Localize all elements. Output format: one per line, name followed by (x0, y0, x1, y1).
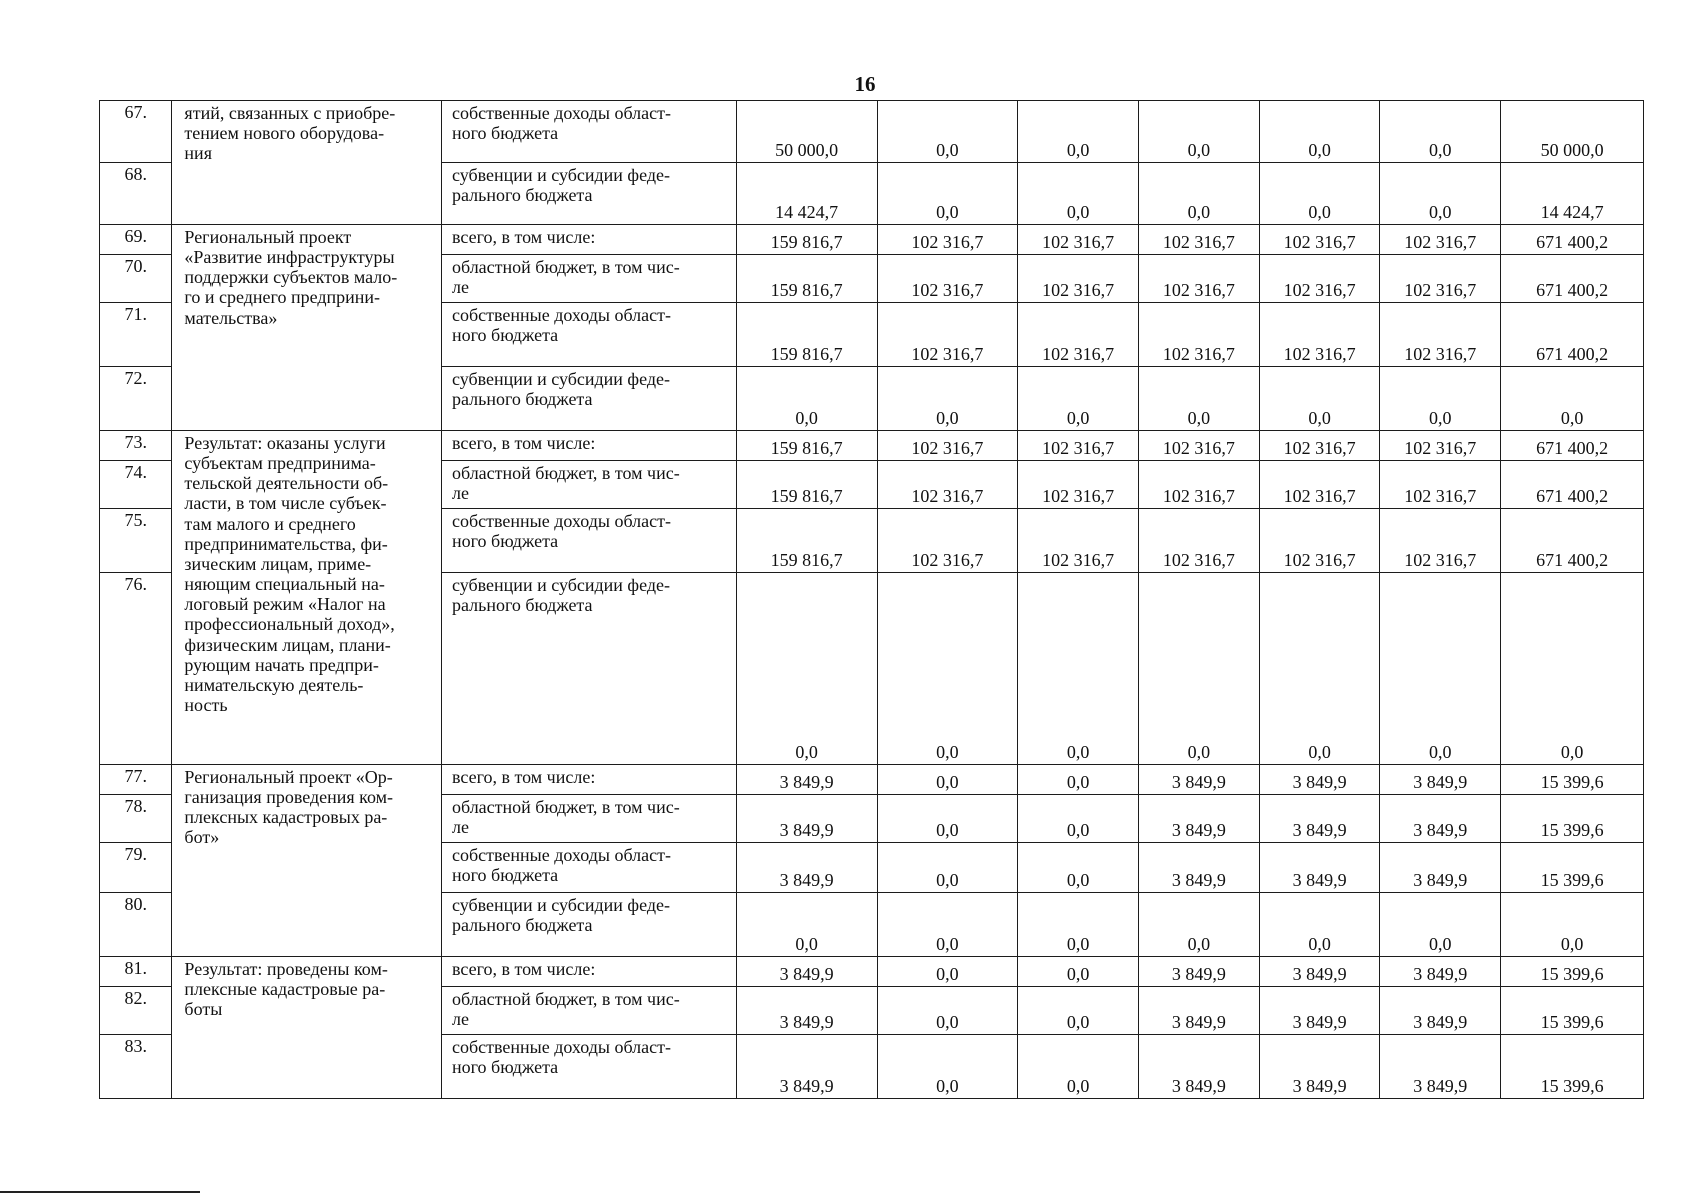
year-value-cell: 0,0 (1380, 163, 1501, 225)
year-value-cell: 0,0 (877, 367, 1018, 431)
year-value-cell: 0,0 (877, 957, 1018, 987)
year-value-cell: 0,0 (877, 893, 1018, 957)
year-value-cell: 3 849,9 (1259, 957, 1380, 987)
year-value-cell: 14 424,7 (736, 163, 877, 225)
total-value-cell: 50 000,0 (1501, 101, 1644, 163)
year-value-cell: 3 849,9 (1139, 765, 1260, 795)
year-value-cell: 102 316,7 (1380, 509, 1501, 573)
item-name-cell: ятий, связанных с приобре- тением нового оборудова- ния (172, 101, 442, 225)
funding-source-cell: субвенции и субсидии феде- рального бюджета (441, 573, 736, 765)
total-value-cell: 15 399,6 (1501, 1035, 1644, 1099)
year-value-cell: 3 849,9 (736, 1035, 877, 1099)
total-value-cell: 671 400,2 (1501, 461, 1644, 509)
row-number: 83. (100, 1035, 172, 1099)
year-value-cell: 102 316,7 (1259, 431, 1380, 461)
total-value-cell: 0,0 (1501, 573, 1644, 765)
year-value-cell: 3 849,9 (1139, 957, 1260, 987)
total-value-cell: 15 399,6 (1501, 843, 1644, 893)
year-value-cell: 102 316,7 (1018, 255, 1139, 303)
year-value-cell: 0,0 (1380, 573, 1501, 765)
year-value-cell: 0,0 (1139, 163, 1260, 225)
total-value-cell: 671 400,2 (1501, 509, 1644, 573)
table-row (100, 101, 1644, 163)
row-number: 81. (100, 957, 172, 987)
total-value-cell: 0,0 (1501, 367, 1644, 431)
year-value-cell: 102 316,7 (1380, 431, 1501, 461)
year-value-cell: 0,0 (1259, 893, 1380, 957)
funding-source-cell: всего, в том числе: (441, 765, 736, 795)
funding-source-cell: собственные доходы област- ного бюджета (441, 509, 736, 573)
year-value-cell: 3 849,9 (1139, 987, 1260, 1035)
year-value-cell: 0,0 (1139, 573, 1260, 765)
funding-source-cell: областной бюджет, в том чис- ле (441, 255, 736, 303)
year-value-cell: 102 316,7 (1018, 461, 1139, 509)
year-value-cell: 102 316,7 (1139, 431, 1260, 461)
year-value-cell: 0,0 (1259, 163, 1380, 225)
year-value-cell: 159 816,7 (736, 303, 877, 367)
total-value-cell: 14 424,7 (1501, 163, 1644, 225)
total-value-cell: 15 399,6 (1501, 957, 1644, 987)
year-value-cell: 102 316,7 (877, 461, 1018, 509)
year-value-cell: 102 316,7 (877, 303, 1018, 367)
year-value-cell: 102 316,7 (1380, 225, 1501, 255)
year-value-cell: 0,0 (1018, 843, 1139, 893)
year-value-cell: 3 849,9 (736, 987, 877, 1035)
year-value-cell: 0,0 (877, 101, 1018, 163)
page-number: 16 (854, 72, 876, 96)
year-value-cell: 3 849,9 (1139, 843, 1260, 893)
year-value-cell: 3 849,9 (1259, 765, 1380, 795)
year-value-cell: 159 816,7 (736, 509, 877, 573)
year-value-cell: 3 849,9 (1139, 795, 1260, 843)
funding-source-cell: всего, в том числе: (441, 225, 736, 255)
row-number: 71. (100, 303, 172, 367)
year-value-cell: 0,0 (1139, 367, 1260, 431)
row-number: 75. (100, 509, 172, 573)
year-value-cell: 102 316,7 (1018, 509, 1139, 573)
row-number: 80. (100, 893, 172, 957)
year-value-cell: 0,0 (877, 765, 1018, 795)
year-value-cell: 3 849,9 (1259, 987, 1380, 1035)
row-number: 68. (100, 163, 172, 225)
item-name-cell: Результат: проведены ком- плексные кадастровые ра- боты (172, 957, 442, 1099)
total-value-cell: 671 400,2 (1501, 255, 1644, 303)
item-name-cell: Региональный проект «Развитие инфраструктуры поддержки субъектов мало- го и среднего предприни- мательства» (172, 225, 442, 431)
year-value-cell: 102 316,7 (1018, 303, 1139, 367)
year-value-cell: 0,0 (877, 573, 1018, 765)
footnote-separator (0, 1191, 200, 1193)
year-value-cell: 159 816,7 (736, 461, 877, 509)
year-value-cell: 102 316,7 (1259, 255, 1380, 303)
row-number: 76. (100, 573, 172, 765)
year-value-cell: 3 849,9 (736, 957, 877, 987)
item-name-cell: Результат: оказаны услуги субъектам предпринима- тельской деятельности об- ласти, в том числе субъек- там малого и среднего предпринимательства, фи- зическим лицам, приме- няющим специальный на- логовый режим «Налог на профессиональный доход», физическим лицам, плани- рующим начать предпри- нимательскую деятель- ность (172, 431, 442, 765)
row-number: 67. (100, 101, 172, 163)
row-number: 70. (100, 255, 172, 303)
year-value-cell: 3 849,9 (736, 765, 877, 795)
total-value-cell: 15 399,6 (1501, 795, 1644, 843)
year-value-cell: 102 316,7 (1259, 461, 1380, 509)
year-value-cell: 0,0 (736, 367, 877, 431)
year-value-cell: 0,0 (1259, 573, 1380, 765)
funding-source-cell: собственные доходы област- ного бюджета (441, 303, 736, 367)
year-value-cell: 0,0 (1018, 1035, 1139, 1099)
year-value-cell: 0,0 (1139, 893, 1260, 957)
table-row (100, 225, 1644, 255)
year-value-cell: 102 316,7 (1139, 255, 1260, 303)
year-value-cell: 0,0 (1139, 101, 1260, 163)
year-value-cell: 50 000,0 (736, 101, 877, 163)
year-value-cell: 3 849,9 (1259, 795, 1380, 843)
row-number: 77. (100, 765, 172, 795)
year-value-cell: 102 316,7 (1139, 461, 1260, 509)
year-value-cell: 0,0 (877, 163, 1018, 225)
total-value-cell: 15 399,6 (1501, 765, 1644, 795)
funding-source-cell: субвенции и субсидии феде- рального бюджета (441, 367, 736, 431)
year-value-cell: 0,0 (1018, 573, 1139, 765)
row-number: 78. (100, 795, 172, 843)
row-number: 73. (100, 431, 172, 461)
budget-table (99, 100, 1644, 1099)
year-value-cell: 159 816,7 (736, 431, 877, 461)
year-value-cell: 0,0 (736, 893, 877, 957)
year-value-cell: 102 316,7 (877, 431, 1018, 461)
year-value-cell: 0,0 (1018, 163, 1139, 225)
year-value-cell: 102 316,7 (1380, 303, 1501, 367)
year-value-cell: 0,0 (877, 843, 1018, 893)
year-value-cell: 0,0 (1380, 101, 1501, 163)
year-value-cell: 3 849,9 (1380, 987, 1501, 1035)
total-value-cell: 0,0 (1501, 893, 1644, 957)
year-value-cell: 159 816,7 (736, 255, 877, 303)
table-row (100, 431, 1644, 461)
year-value-cell: 3 849,9 (1380, 957, 1501, 987)
year-value-cell: 0,0 (1018, 101, 1139, 163)
year-value-cell: 0,0 (877, 1035, 1018, 1099)
funding-source-cell: областной бюджет, в том чис- ле (441, 987, 736, 1035)
row-number: 74. (100, 461, 172, 509)
funding-source-cell: субвенции и субсидии феде- рального бюджета (441, 893, 736, 957)
year-value-cell: 3 849,9 (1259, 1035, 1380, 1099)
year-value-cell: 0,0 (1259, 367, 1380, 431)
year-value-cell: 102 316,7 (877, 225, 1018, 255)
year-value-cell: 0,0 (1380, 367, 1501, 431)
year-value-cell: 3 849,9 (1380, 1035, 1501, 1099)
year-value-cell: 0,0 (1380, 893, 1501, 957)
year-value-cell: 0,0 (1018, 795, 1139, 843)
year-value-cell: 0,0 (1018, 367, 1139, 431)
table-row (100, 957, 1644, 987)
year-value-cell: 102 316,7 (1380, 255, 1501, 303)
item-name-cell: Региональный проект «Ор- ганизация проведения ком- плексных кадастровых ра- бот» (172, 765, 442, 957)
year-value-cell: 3 849,9 (1380, 843, 1501, 893)
year-value-cell: 102 316,7 (877, 255, 1018, 303)
year-value-cell: 102 316,7 (1018, 225, 1139, 255)
year-value-cell: 0,0 (1018, 957, 1139, 987)
row-number: 79. (100, 843, 172, 893)
year-value-cell: 102 316,7 (1139, 303, 1260, 367)
year-value-cell: 102 316,7 (1139, 509, 1260, 573)
funding-source-cell: всего, в том числе: (441, 431, 736, 461)
year-value-cell: 3 849,9 (1380, 795, 1501, 843)
funding-source-cell: субвенции и субсидии феде- рального бюджета (441, 163, 736, 225)
total-value-cell: 671 400,2 (1501, 431, 1644, 461)
year-value-cell: 102 316,7 (1259, 303, 1380, 367)
funding-source-cell: областной бюджет, в том чис- ле (441, 461, 736, 509)
funding-source-cell: всего, в том числе: (441, 957, 736, 987)
year-value-cell: 102 316,7 (1259, 225, 1380, 255)
year-value-cell: 3 849,9 (1259, 843, 1380, 893)
row-number: 69. (100, 225, 172, 255)
funding-source-cell: собственные доходы област- ного бюджета (441, 1035, 736, 1099)
year-value-cell: 0,0 (877, 987, 1018, 1035)
year-value-cell: 3 849,9 (736, 843, 877, 893)
year-value-cell: 102 316,7 (1139, 225, 1260, 255)
total-value-cell: 15 399,6 (1501, 987, 1644, 1035)
year-value-cell: 0,0 (1018, 987, 1139, 1035)
total-value-cell: 671 400,2 (1501, 303, 1644, 367)
year-value-cell: 3 849,9 (1380, 765, 1501, 795)
row-number: 72. (100, 367, 172, 431)
year-value-cell: 0,0 (1018, 893, 1139, 957)
year-value-cell: 0,0 (1018, 765, 1139, 795)
funding-source-cell: собственные доходы област- ного бюджета (441, 843, 736, 893)
year-value-cell: 102 316,7 (1018, 431, 1139, 461)
year-value-cell: 159 816,7 (736, 225, 877, 255)
year-value-cell: 0,0 (877, 795, 1018, 843)
year-value-cell: 102 316,7 (1380, 461, 1501, 509)
year-value-cell: 0,0 (736, 573, 877, 765)
table-row (100, 765, 1644, 795)
total-value-cell: 671 400,2 (1501, 225, 1644, 255)
year-value-cell: 0,0 (1259, 101, 1380, 163)
funding-source-cell: областной бюджет, в том чис- ле (441, 795, 736, 843)
row-number: 82. (100, 987, 172, 1035)
year-value-cell: 3 849,9 (1139, 1035, 1260, 1099)
year-value-cell: 3 849,9 (736, 795, 877, 843)
year-value-cell: 102 316,7 (877, 509, 1018, 573)
funding-source-cell: собственные доходы област- ного бюджета (441, 101, 736, 163)
year-value-cell: 102 316,7 (1259, 509, 1380, 573)
